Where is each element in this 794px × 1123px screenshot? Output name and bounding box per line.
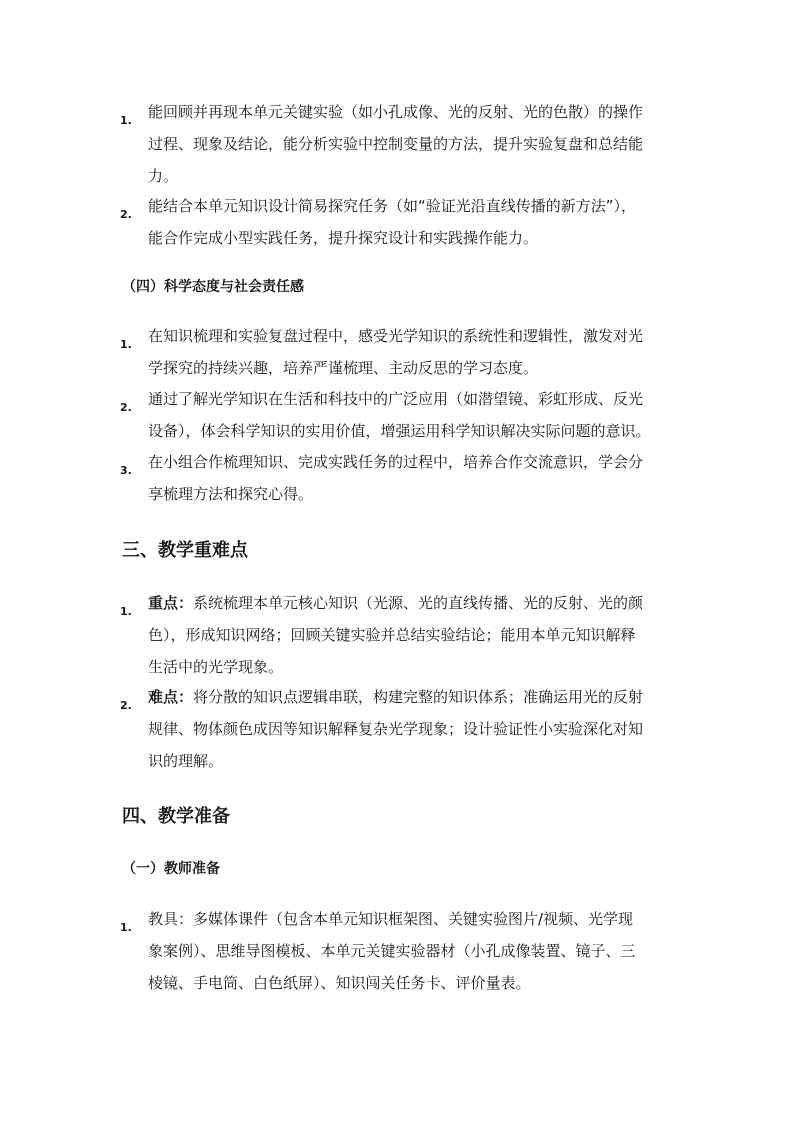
key-point-text: 系统梳理本单元核心知识（光源、光的直线传播、光的反射、光的颜 [193, 594, 644, 612]
list-line: 规律、物体颜色成因等知识解释复杂光学现象；设计验证性小实验深化对知 [148, 720, 644, 738]
difficult-point-label: 难点： [148, 688, 194, 706]
list-item-attitude-3 [120, 446, 680, 510]
list-item-teacher-1 [120, 903, 680, 999]
list-line: 享梳理方法和探究心得。 [148, 485, 314, 503]
list-line: 力。 [148, 167, 179, 185]
list-item-attitude-2 [120, 383, 680, 447]
list-line: 色），形成知识网络；回顾关键实验并总结实验结论；能用本单元知识解释 [148, 626, 636, 644]
list-item-attitude-1 [120, 320, 680, 384]
list-line: 识的理解。 [148, 752, 224, 770]
list-line: 学探究的持续兴趣，培养严谨梳理、主动反思的学习态度。 [148, 359, 539, 377]
difficult-point-text: 将分散的知识点逻辑串联，构建完整的知识体系；准确运用光的反射 [193, 688, 644, 706]
list-line: 生活中的光学现象。 [148, 658, 284, 676]
list-line: 设备），体会科学知识的实用价值，增强运用科学知识解决实际问题的意识。 [148, 422, 651, 440]
list-line: 在小组合作梳理知识、完成实践任务的过程中，培养合作交流意识，学会分 [148, 453, 644, 471]
list-item-key-point [120, 587, 680, 683]
list-number: 1. [120, 114, 132, 127]
list-line: 教具：多媒体课件（包含本单元知识框架图、关键实验图片/视频、光学现 [148, 910, 634, 928]
list-line: 过程、现象及结论，能分析实验中控制变量的方法，提升实验复盘和总结能 [148, 135, 644, 153]
list-number: 3. [120, 464, 132, 477]
list-line [120, 681, 680, 713]
section-heading-key-difficult-points: 三、教学重难点 [122, 540, 248, 561]
list-item-skills-1 [120, 96, 680, 192]
list-line: 象案例）、思维导图模板、本单元关键实验器材（小孔成像装置、镜子、三 [148, 942, 636, 960]
list-line: 能合作完成小型实践任务，提升探究设计和实践操作能力。 [148, 229, 539, 247]
list-line: 在知识梳理和实验复盘过程中，感受光学知识的系统性和逻辑性，激发对光 [148, 327, 644, 345]
list-line: 能结合本单元知识设计简易探究任务（如“验证光沿直线传播的新方法”）， [148, 197, 637, 215]
list-number: 2. [120, 699, 132, 712]
list-number: 1. [120, 921, 132, 934]
subheading-teacher-preparation: （一）教师准备 [122, 861, 220, 877]
subheading-attitude: （四）科学态度与社会责任感 [122, 279, 304, 295]
list-number: 2. [120, 208, 132, 221]
list-number: 1. [120, 605, 132, 618]
list-line [120, 587, 680, 619]
list-number: 1. [120, 338, 132, 351]
list-number: 2. [120, 401, 132, 414]
list-line: 通过了解光学知识在生活和科技中的广泛应用（如潜望镜、彩虹形成、反光 [148, 390, 644, 408]
key-point-label: 重点： [148, 594, 194, 612]
list-line: 能回顾并再现本单元关键实验（如小孔成像、光的反射、光的色散）的操作 [148, 103, 644, 121]
section-heading-teaching-preparation: 四、教学准备 [122, 806, 230, 827]
list-item-skills-2 [120, 190, 680, 254]
list-item-difficult-point [120, 681, 680, 777]
list-line: 棱镜、手电筒、白色纸屏）、知识闯关任务卡、评价量表。 [148, 974, 531, 992]
